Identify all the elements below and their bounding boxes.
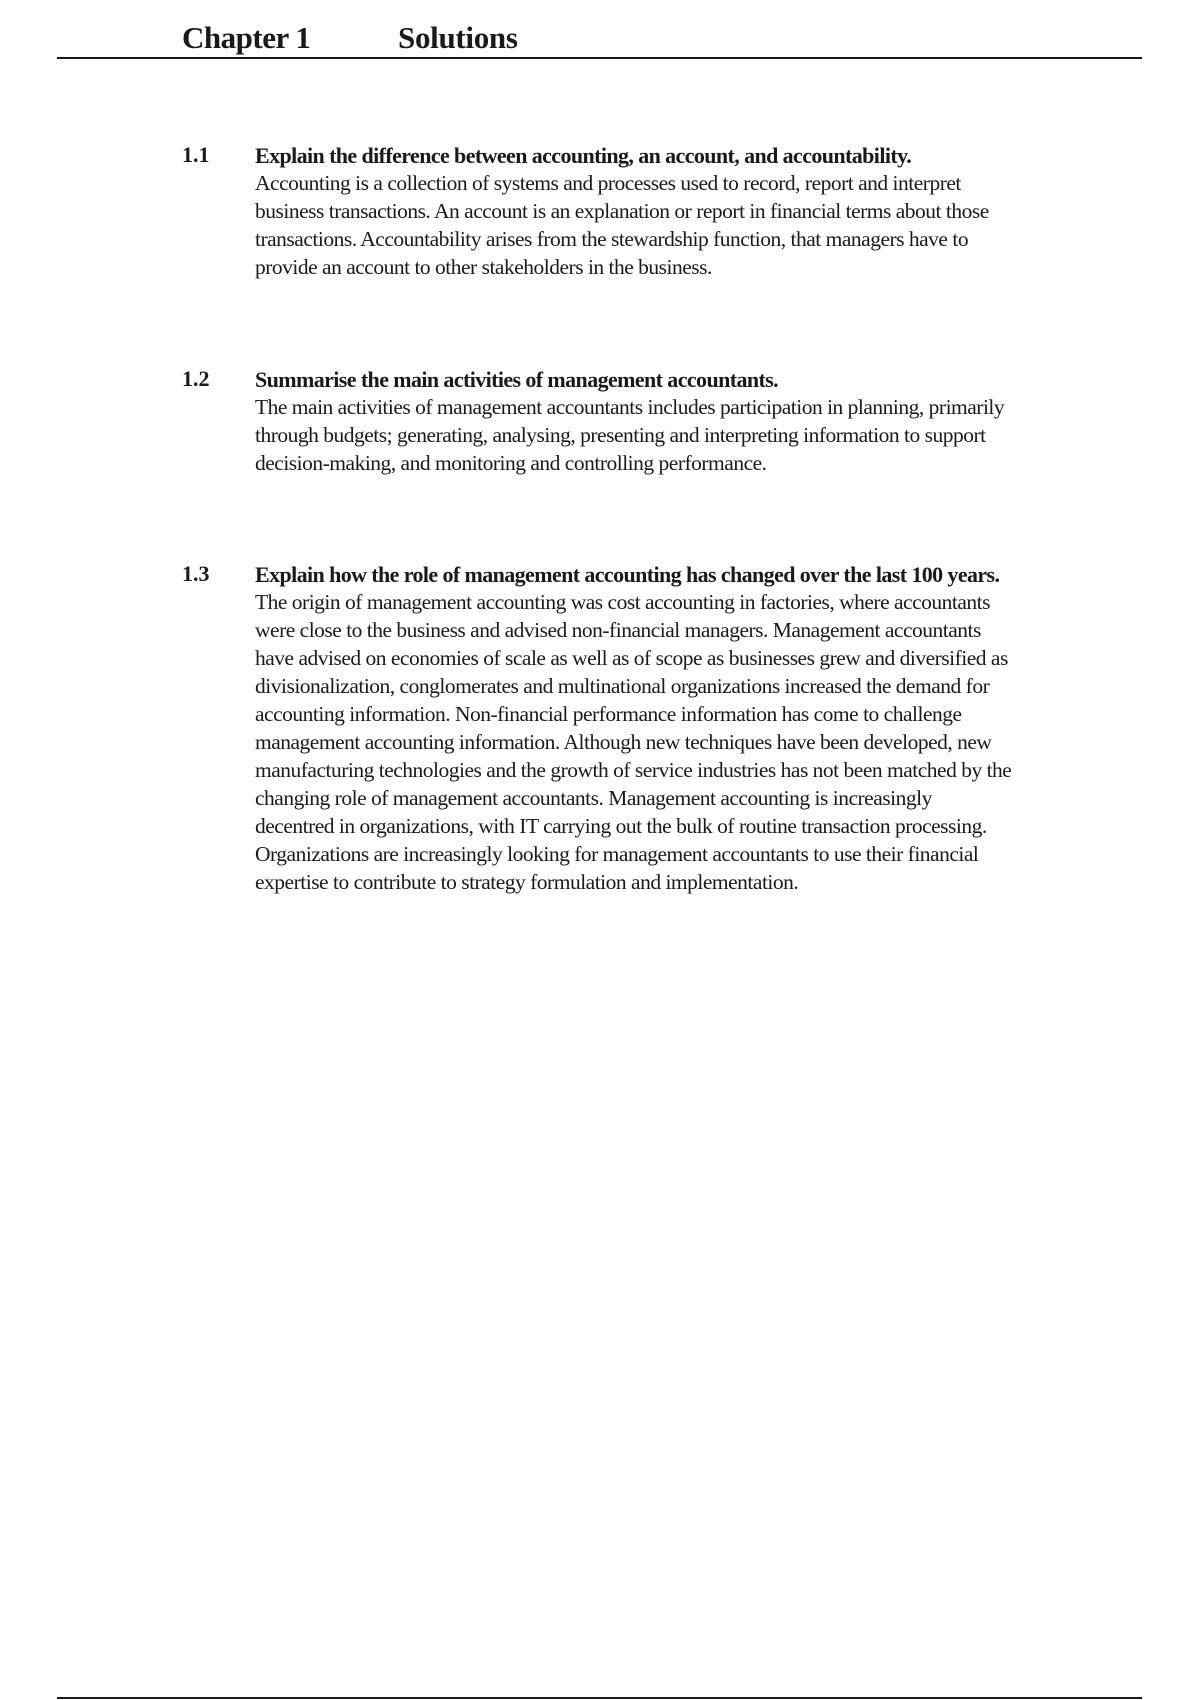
question-body [255,142,1015,281]
question-text: Explain the difference between accounting, an account, and accountability. [255,143,912,168]
footer-divider [57,1697,1142,1699]
question-number: 1.2 [182,366,210,391]
question-text: Summarise the main activities of management accountants. [255,367,779,392]
question-number: 1.1 [182,142,210,167]
question-text: Explain how the role of management accounting has changed over the last 100 years. [255,562,1000,587]
question-body [255,561,1015,896]
answer-text: The main activities of management accountants includes participation in planning, primarily through budgets; generating, analysing, presenting and interpreting information to support decision-making, and monitoring and controlling performance. [255,395,1005,475]
section-title: Solutions [398,20,518,55]
chapter-title: Chapter 1 [182,20,311,55]
question-body [255,366,1015,477]
answer-text: Accounting is a collection of systems and processes used to record, report and interpret business transactions. An account is an explanation or report in financial terms about those transactions. Accountability arises from the stewardship function, that managers have to provide an account to other stakeholders in the business. [255,171,989,279]
answer-text: The origin of management accounting was cost accounting in factories, where accountants were close to the business and advised non-financial managers. Management accountants have advised on economies of scale as well as of scope as businesses grew and diversified as divisionalization, conglomerates and multinational organizations increased the demand for accounting information. Non-financial performance information has come to challenge management accounting information. Although new techniques have been developed, new manufacturing technologies and the growth of service industries has not been matched by the changing role of management accountants. Management accounting is increasingly decentred in organizations, with IT carrying out the bulk of routine transaction processing. Organizations are increasingly looking for management accountants to use their financial expertise to contribute to strategy formulation and implementation. [255,590,1012,894]
header-divider [57,57,1142,59]
page-header [0,0,1200,60]
question-number: 1.3 [182,561,210,586]
